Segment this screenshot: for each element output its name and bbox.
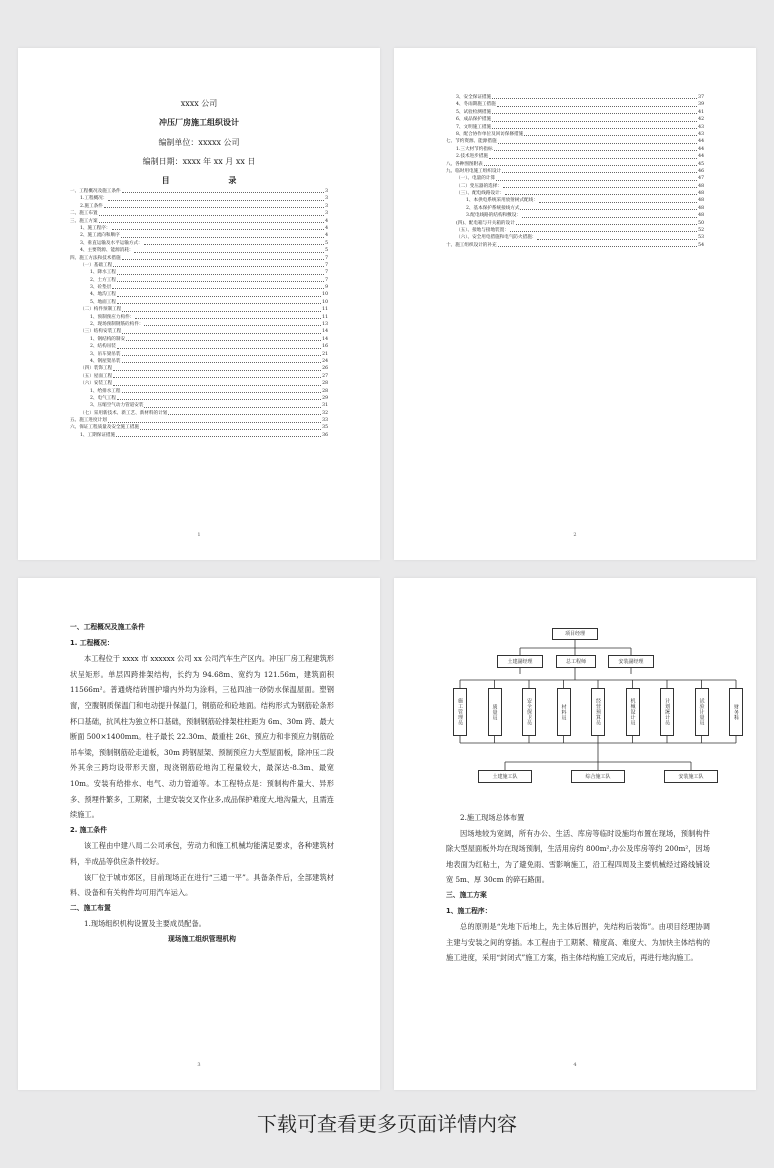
paragraph: 因场地较为宽阔，所有办公、生活、库房等临时设施均布置在现场，预制构件除大型屋面板外均在现场预制，生活用房约 800m²,办公及库房等约 200m²，因场地表面为红粘土，为了避免雨、雪影响施工，沿工程四周及主要机械经过路线铺设宽 5m、厚 30cm 的碎石路面。: [446, 828, 710, 885]
toc-entry-page: 48: [698, 183, 704, 189]
toc-entry: [446, 242, 704, 249]
toc-entry-page: 32: [322, 410, 328, 416]
toc-entry-title: （六）安装工程: [80, 381, 113, 387]
toc-entry-page: 26: [322, 366, 328, 372]
toc-leader-dots: [484, 165, 697, 166]
toc-entry-title: 1.工程概况：: [80, 196, 108, 202]
toc-leader-dots: [99, 222, 324, 223]
toc-leader-dots: [122, 392, 322, 393]
toc-entry: [446, 197, 704, 204]
toc-entry: [70, 299, 328, 306]
org-dept: 材料员: [557, 688, 571, 736]
toc-leader-dots: [144, 325, 321, 326]
org-team-install: 安装施工队: [664, 770, 718, 783]
toc-entry-page: 7: [325, 262, 328, 268]
toc-entry-title: 1、给排水工程: [90, 388, 121, 394]
toc-entry: [70, 314, 328, 321]
toc-leader-dots: [520, 209, 697, 210]
toc-leader-dots: [117, 399, 321, 400]
toc-entry-title: 二、施工布置: [70, 211, 98, 217]
toc-entry-page: 5: [325, 240, 328, 246]
toc-heading: 目 录: [161, 175, 265, 185]
paragraph: 2.施工现场总体布置: [460, 813, 525, 822]
toc-entry-title: （三）结构安装工程: [80, 329, 122, 335]
toc-entry-page: 39: [698, 102, 704, 108]
toc-entry: [446, 131, 704, 138]
toc-entry-title: 1、施工程序：: [80, 225, 111, 231]
toc-leader-dots: [116, 436, 321, 437]
toc-leader-dots: [113, 377, 321, 378]
toc-entry-title: 6、成品保护措施: [456, 117, 492, 123]
toc-entry-page: 47: [698, 176, 704, 182]
toc-entry-title: 七、节约资源、能源措施: [446, 139, 497, 145]
toc-entry-title: 1、预制预应力构件：: [90, 314, 135, 320]
toc-leader-dots: [522, 217, 697, 218]
toc-leader-dots: [492, 98, 697, 99]
toc-entry: [446, 220, 704, 227]
toc-leader-dots: [117, 281, 324, 282]
toc-entry: [70, 321, 328, 328]
toc-entry-page: 7: [325, 255, 328, 261]
org-dept: 财务科: [729, 688, 743, 736]
toc-entry: [446, 124, 704, 131]
toc-entry: [70, 262, 328, 269]
toc-leader-dots: [99, 215, 324, 216]
toc-entry: [70, 373, 328, 380]
download-more-prompt[interactable]: 下载可查看更多页面详情内容: [257, 1112, 517, 1136]
toc-entry-page: 3: [325, 196, 328, 202]
toc-leader-dots: [117, 348, 321, 349]
toc-leader-dots: [134, 252, 324, 253]
toc-leader-dots: [168, 414, 321, 415]
org-dept: 经营预算员: [591, 688, 605, 736]
toc-entry-page: 37: [698, 94, 704, 100]
toc-leader-dots: [510, 231, 697, 232]
toc-entry-title: 2、现场预制钢筋砼构件：: [90, 322, 144, 328]
toc-entry-page: 31: [322, 403, 328, 409]
toc-entry-page: 28: [322, 381, 328, 387]
toc-leader-dots: [492, 128, 697, 129]
toc-entry-page: 11: [322, 307, 328, 313]
toc-entry: [70, 328, 328, 335]
toc-entry-page: 5: [325, 248, 328, 254]
toc-entry-title: 九、临时用电施工组织设计: [446, 168, 502, 174]
toc-leader-dots: [502, 172, 697, 173]
toc-entry-page: 42: [698, 117, 704, 123]
toc-leader-dots: [108, 200, 324, 201]
subsection-heading: 1、施工程序：: [446, 906, 492, 915]
page-number: 2: [573, 532, 577, 538]
toc-leader-dots: [112, 288, 324, 289]
toc-entry: [70, 380, 328, 387]
toc-leader-dots: [498, 246, 698, 247]
toc-entry: [70, 425, 328, 432]
document-page-4: [394, 578, 756, 1090]
toc-leader-dots: [494, 150, 698, 151]
toc-entry-page: 48: [698, 205, 704, 211]
toc-leader-dots: [113, 266, 324, 267]
toc-entry-title: 2、土方工程: [90, 277, 116, 283]
toc-leader-dots: [117, 274, 324, 275]
paragraph: 本工程位于 xxxx 市 xxxxxx 公司 xx 公司汽车生产区内。冲压厂房工程建筑形状呈矩形。单层四跨排架结构，长约为 94.68m、宽约为 121.56m，建筑面积 11566m²。普通烧结砖围护墙内外均为涂料，三毡四油一砂防水保温屋面。塑钢窗，空腹钢质保温门和电动提升保温门，钢筋砼和砼地面。结构形式为钢筋砼条形杯口基础，抗风柱为独立杯口基础，预制钢筋砼排架柱柱距为 6m、30m 跨、最大断面 500×1400mm。柱子最长 22.30m、最重柱 26t、预应力和非预应力钢筋砼吊车梁，预制钢筋砼走道板，30m 跨钢屋架、预制预应力大型屋面板，除冲压二段外其余三跨均设带形天窗，现浇钢筋砼地沟工程量较大，最深达-8.3m、最宽 10m。安装有给排水、电气、动力管道等。本工程特点是：预制构件量大、异形多、预埋件繁多，工期紧，土建安装交叉作业多,成品保护难度大,地沟量大，且需连续施工。: [70, 654, 334, 820]
toc-entry-page: 43: [698, 124, 704, 130]
toc-entry-page: 46: [698, 168, 704, 174]
toc-entry-page: 50: [698, 220, 704, 226]
toc-entry: [446, 109, 704, 116]
section-heading: 三、施工方案: [446, 890, 487, 899]
table-of-contents: [70, 188, 328, 439]
document-page-1: [18, 48, 380, 560]
toc-leader-dots: [503, 187, 697, 188]
toc-leader-dots: [108, 422, 321, 423]
toc-entry: [70, 247, 328, 254]
chart-caption: 现场施工组织管理机构: [168, 934, 236, 943]
toc-entry-title: 1、降水工程: [90, 270, 116, 276]
org-node-chief-engineer: 总工程师: [556, 655, 596, 668]
toc-entry-page: 16: [322, 344, 328, 350]
toc-entry: [70, 417, 328, 424]
paragraph: 该工程由中建八局二公司承包，劳动力和施工机械均能满足要求，各种建筑材料，半成品等供应条件较好。: [70, 841, 334, 866]
toc-leader-dots: [496, 180, 697, 181]
toc-entry-title: 1、钢结构的制安: [90, 336, 126, 342]
toc-leader-dots: [497, 106, 697, 107]
toc-entry-page: 11: [322, 314, 328, 320]
toc-entry-page: 45: [698, 161, 704, 167]
toc-entry-page: 43: [698, 131, 704, 137]
toc-entry-page: 48: [698, 198, 704, 204]
toc-leader-dots: [122, 311, 321, 312]
toc-leader-dots: [524, 135, 697, 136]
toc-entry-page: 36: [322, 432, 328, 438]
toc-entry: [70, 395, 328, 402]
toc-entry: [70, 240, 328, 247]
org-team-general: 综合施工队: [571, 770, 625, 783]
org-dept: 试验计量员: [695, 688, 709, 736]
toc-entry-title: 4、主要资源、能源消耗：: [80, 248, 134, 254]
toc-entry-page: 14: [322, 336, 328, 342]
toc-entry-title: 4、钢屋架吊装: [90, 358, 121, 364]
toc-entry-title: 一、工程概况及施工条件: [70, 188, 121, 194]
paragraph: 总的原则是“先地下后地上，先主体后围护，先结构后装饰”。由项目经理协调主建与安装之间的穿插。本工程由于工期紧、精度高、难度大、为加快主体结构的施工进度，采用“封闭式”施工方案，指主体结构施工完成后，再进行地沟施工。: [446, 922, 710, 963]
toc-entry-title: 4、冬雨期施工措施: [456, 102, 496, 108]
toc-entry-title: 三、施工方案: [70, 218, 98, 224]
toc-leader-dots: [135, 318, 321, 319]
toc-entry-title: （五）屋面工程: [80, 373, 113, 379]
toc-leader-dots: [505, 194, 697, 195]
toc-entry-title: 3、砼垫层: [90, 285, 112, 291]
toc-leader-dots: [104, 207, 324, 208]
toc-entry-page: 54: [698, 242, 704, 248]
toc-leader-dots: [122, 362, 322, 363]
toc-entry-title: （六）、安全用电措施和电气防火措施：: [456, 235, 537, 241]
toc-entry: [446, 168, 704, 175]
toc-entry: [70, 210, 328, 217]
toc-leader-dots: [122, 333, 321, 334]
toc-entry: [70, 218, 328, 225]
toc-entry: [446, 153, 704, 160]
toc-entry: [70, 255, 328, 262]
toc-entry-page: 48: [698, 191, 704, 197]
toc-entry-title: 4、地沟工程: [90, 292, 116, 298]
toc-leader-dots: [537, 239, 697, 240]
toc-entry: [446, 161, 704, 168]
toc-entry: [70, 336, 328, 343]
toc-entry-page: 14: [322, 329, 328, 335]
toc-entry-page: 41: [698, 109, 704, 115]
toc-entry: [70, 343, 328, 350]
toc-leader-dots: [492, 121, 697, 122]
toc-leader-dots: [144, 244, 324, 245]
document-title: 冲压厂房施工组织设计: [159, 117, 239, 127]
toc-entry-title: 7、文明施工措施: [456, 124, 492, 130]
org-dept: 计划统计员: [660, 688, 674, 736]
org-node-install-deputy: 安装副经理: [608, 655, 654, 668]
toc-entry: [70, 388, 328, 395]
toc-entry: [70, 277, 328, 284]
org-team-civil: 土建施工队: [478, 770, 532, 783]
paragraph: 该厂位于城市郊区，目前现场正在进行“三通一平”。具备条件后，全部建筑材料、设备和有关构件均可用汽车运入。: [70, 872, 334, 898]
toc-entry-page: 44: [698, 146, 704, 152]
toc-leader-dots: [122, 355, 322, 356]
toc-entry-page: 27: [322, 373, 328, 379]
toc-leader-dots: [122, 192, 325, 193]
toc-entry-page: 44: [698, 154, 704, 160]
toc-entry: [70, 306, 328, 313]
toc-entry-title: 8、配合协作单位及回访保修措施: [456, 131, 524, 137]
toc-entry-title: 2、施工流向和顺序: [80, 233, 120, 239]
subsection-heading: 2. 施工条件: [70, 825, 107, 834]
toc-entry: [70, 432, 328, 439]
toc-entry-title: 十、施工组织设计的补充: [446, 242, 497, 248]
toc-entry-title: 2、结构吊装: [90, 344, 116, 350]
toc-leader-dots: [492, 113, 697, 114]
toc-entry: [446, 183, 704, 190]
subsection-heading: 1. 工程概况：: [70, 638, 114, 647]
toc-entry-title: （三）、配电线路设计：: [456, 191, 505, 197]
toc-entry-title: 3、压缩空气动力管道安装: [90, 403, 144, 409]
toc-entry-title: 2.技术进步措施: [456, 154, 488, 160]
toc-entry-title: 5、试验检测措施: [456, 109, 492, 115]
toc-entry: [446, 175, 704, 182]
document-page-3: [18, 578, 380, 1090]
toc-entry-title: (四)、配电箱与开关箱的设计: [456, 220, 515, 226]
toc-entry-page: 13: [322, 322, 328, 328]
page-number: 4: [573, 1062, 577, 1068]
toc-entry: [70, 351, 328, 358]
toc-entry-title: 3.配电线路的结构和敷设：: [466, 213, 521, 219]
toc-leader-dots: [113, 385, 321, 386]
toc-entry-title: （四）装饰工程: [80, 366, 113, 372]
toc-entry: [70, 188, 328, 195]
toc-entry-title: 3、安全保证措施: [456, 94, 492, 100]
org-node-project-manager: 项目经理: [552, 628, 598, 640]
section-heading: 一、工程概况及施工条件: [70, 623, 145, 631]
toc-entry-page: 3: [325, 188, 328, 194]
toc-entry: [70, 269, 328, 276]
toc-entry-title: 5、地面工程: [90, 299, 116, 305]
toc-entry-title: 2、基本保护系统接线方式: [466, 205, 520, 211]
toc-entry-page: 7: [325, 277, 328, 283]
toc-entry: [446, 116, 704, 123]
page-body: [70, 620, 334, 947]
toc-entry-title: （五）、接地与接地装置：: [456, 228, 509, 234]
toc-entry-title: 3、垂直运输及水平运输方式：: [80, 240, 143, 246]
toc-entry: [70, 358, 328, 365]
table-of-contents-continued: [446, 94, 704, 249]
org-chart: [394, 578, 756, 808]
toc-entry: [446, 212, 704, 219]
toc-leader-dots: [539, 202, 697, 203]
toc-entry-page: 24: [322, 358, 328, 364]
toc-entry: [446, 190, 704, 197]
toc-entry-page: 21: [322, 351, 328, 357]
toc-leader-dots: [144, 407, 321, 408]
toc-entry: [70, 402, 328, 409]
section-heading: 二、施工布置: [70, 903, 111, 912]
toc-entry: [70, 365, 328, 372]
toc-entry-title: （二）变压器的选择：: [456, 183, 502, 189]
toc-leader-dots: [126, 340, 321, 341]
toc-entry-page: 3: [325, 211, 328, 217]
toc-entry: [70, 203, 328, 210]
toc-entry: [70, 225, 328, 232]
toc-entry-page: 9: [325, 285, 328, 291]
toc-leader-dots: [122, 259, 325, 260]
toc-leader-dots: [498, 143, 698, 144]
toc-leader-dots: [117, 296, 321, 297]
toc-entry: [446, 234, 704, 241]
toc-entry: [70, 195, 328, 202]
toc-leader-dots: [516, 224, 697, 225]
toc-leader-dots: [121, 237, 324, 238]
toc-entry: [446, 146, 704, 153]
toc-entry-title: 3、吊车梁吊装: [90, 351, 121, 357]
toc-entry-title: 八、各种图图附表: [446, 161, 483, 167]
toc-entry: [446, 205, 704, 212]
toc-entry-title: 1、工期保证措施: [80, 432, 116, 438]
toc-entry-page: 53: [698, 235, 704, 241]
toc-entry-title: （一）基础工程: [80, 262, 113, 268]
cover-block: [18, 98, 380, 186]
toc-entry-title: （二）构件预制工程: [80, 307, 122, 313]
toc-entry-page: 29: [322, 395, 328, 401]
org-unit: 编制单位：xxxxx 公司: [158, 138, 240, 147]
toc-entry: [446, 94, 704, 101]
org-dept: 机械设计员: [626, 688, 640, 736]
paragraph: 1.现场组织机构设置及主要成员配备。: [84, 919, 206, 929]
org-node-civil-deputy: 土建副经理: [497, 655, 543, 668]
document-page-2: [394, 48, 756, 560]
toc-entry-title: 六、保证工程质量及安全施工措施: [70, 425, 139, 431]
toc-entry-title: 五、施工进度计划: [70, 418, 107, 424]
org-dept: 安全保卫员: [522, 688, 536, 736]
toc-entry: [446, 101, 704, 108]
company-name: xxxx 公司: [180, 99, 218, 108]
compile-date: 编制日期：xxxx 年 xx 月 xx 日: [142, 157, 256, 166]
toc-entry-page: 52: [698, 228, 704, 234]
toc-entry: [70, 291, 328, 298]
toc-entry-page: 4: [325, 233, 328, 239]
toc-entry-title: 2、电气工程: [90, 395, 116, 401]
toc-entry-page: 4: [325, 225, 328, 231]
toc-entry-page: 28: [322, 388, 328, 394]
toc-entry-title: 四、施工方法和技术措施: [70, 255, 121, 261]
toc-entry: [70, 284, 328, 291]
toc-entry-page: 4: [325, 218, 328, 224]
toc-entry-page: 10: [322, 292, 328, 298]
toc-entry: [446, 138, 704, 145]
toc-entry-page: 44: [698, 139, 704, 145]
toc-entry-title: （一）、电量的计算: [456, 176, 496, 182]
toc-leader-dots: [112, 229, 325, 230]
toc-entry-page: 33: [322, 418, 328, 424]
page-number: 1: [197, 532, 201, 538]
toc-entry: [446, 227, 704, 234]
toc-entry-title: 2.施工条件: [80, 203, 103, 209]
toc-leader-dots: [117, 303, 321, 304]
toc-entry-page: 35: [322, 425, 328, 431]
toc-leader-dots: [113, 370, 321, 371]
toc-entry-title: 1.三大材节约指标: [456, 146, 493, 152]
toc-entry-page: 48: [698, 213, 704, 219]
page-body: [446, 810, 710, 966]
toc-entry: [70, 232, 328, 239]
toc-leader-dots: [140, 429, 321, 430]
org-dept: 质量员: [488, 688, 502, 736]
toc-entry-page: 3: [325, 203, 328, 209]
toc-entry-page: 10: [322, 299, 328, 305]
toc-entry-page: 7: [325, 270, 328, 276]
toc-entry-title: 1、本供电系统采用放射树式配线：: [466, 198, 538, 204]
org-dept: 施工管理员: [453, 688, 467, 736]
toc-entry-title: （七）采用新技术、新工艺、新材料的计划: [80, 410, 168, 416]
page-number: 3: [197, 1062, 201, 1068]
toc-leader-dots: [489, 158, 697, 159]
toc-entry: [70, 410, 328, 417]
